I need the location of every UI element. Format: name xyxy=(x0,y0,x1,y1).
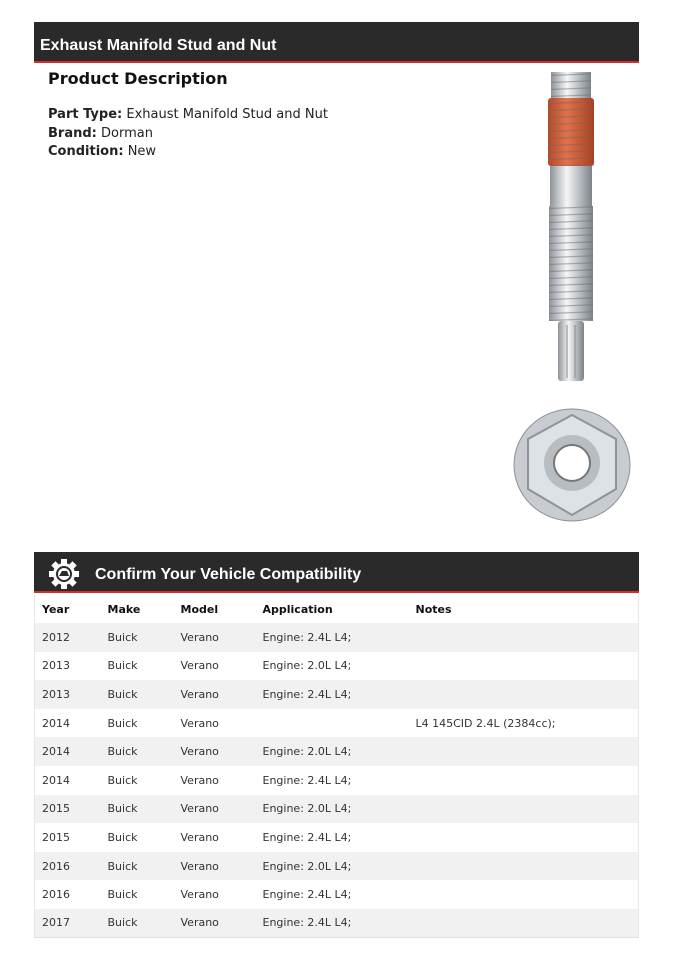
cell-make: Buick xyxy=(107,916,138,930)
table-row xyxy=(35,652,639,681)
cell-make: Buick xyxy=(107,802,138,816)
cell-year: 2017 xyxy=(42,916,70,930)
cell-year: 2014 xyxy=(42,716,70,730)
cell-application: Engine: 2.4L L4; xyxy=(262,687,352,701)
part-type-label: Part Type: xyxy=(48,107,123,122)
cell-model: Verano xyxy=(180,802,219,816)
cell-application: Engine: 2.4L L4; xyxy=(262,773,352,787)
cell-make: Buick xyxy=(107,716,138,730)
condition-value: New xyxy=(127,144,157,159)
cell-year: 2015 xyxy=(42,802,70,816)
col-model: Model xyxy=(180,602,219,616)
cell-model: Verano xyxy=(180,716,219,730)
table-row xyxy=(35,680,639,709)
cell-model: Verano xyxy=(180,659,219,673)
table-row xyxy=(35,623,639,652)
cell-make: Buick xyxy=(107,630,138,644)
compatibility-header xyxy=(34,552,639,593)
product-details xyxy=(48,106,328,162)
cell-model: Verano xyxy=(180,687,219,701)
cell-notes xyxy=(409,795,639,824)
cell-year: 2013 xyxy=(42,659,70,673)
cell-model: Verano xyxy=(180,859,219,873)
cell-application: Engine: 2.0L L4; xyxy=(262,859,352,873)
table-row xyxy=(35,852,639,881)
table-row xyxy=(35,880,639,909)
cell-make: Buick xyxy=(107,687,138,701)
cell-year: 2012 xyxy=(42,630,70,644)
cell-notes xyxy=(409,737,639,766)
col-notes: Notes xyxy=(415,602,452,616)
cell-make: Buick xyxy=(107,745,138,759)
cell-model: Verano xyxy=(180,830,219,844)
table-row xyxy=(35,737,639,766)
cell-application: Engine: 2.0L L4; xyxy=(262,745,352,759)
cell-application xyxy=(256,709,409,738)
cell-model: Verano xyxy=(180,773,219,787)
condition-label: Condition: xyxy=(48,144,124,159)
table-row xyxy=(35,795,639,824)
part-type-value: Exhaust Manifold Stud and Nut xyxy=(126,107,328,122)
title-bar xyxy=(34,22,639,63)
table-row xyxy=(35,823,639,852)
cell-notes xyxy=(409,623,639,652)
cell-model: Verano xyxy=(180,888,219,902)
cell-notes: L4 145CID 2.4L (2384cc); xyxy=(415,716,556,730)
nut-image xyxy=(512,405,634,525)
cell-notes xyxy=(409,766,639,795)
cell-notes xyxy=(409,852,639,881)
section-heading: Product Description xyxy=(48,69,228,88)
col-application: Application xyxy=(262,602,333,616)
cell-notes xyxy=(409,823,639,852)
cell-year: 2015 xyxy=(42,830,70,844)
cell-year: 2013 xyxy=(42,687,70,701)
table-row xyxy=(35,909,639,938)
cell-application: Engine: 2.4L L4; xyxy=(262,830,352,844)
cell-application: Engine: 2.0L L4; xyxy=(262,802,352,816)
table-row xyxy=(35,709,639,738)
cell-notes xyxy=(409,880,639,909)
cell-notes xyxy=(409,909,639,938)
cell-notes xyxy=(409,652,639,681)
cell-year: 2016 xyxy=(42,859,70,873)
compatibility-table xyxy=(34,595,639,938)
cell-model: Verano xyxy=(180,630,219,644)
cell-year: 2014 xyxy=(42,773,70,787)
cell-model: Verano xyxy=(180,745,219,759)
col-year: Year xyxy=(42,602,70,616)
table-row xyxy=(35,766,639,795)
brand-value: Dorman xyxy=(101,125,153,141)
cell-application: Engine: 2.0L L4; xyxy=(262,659,352,673)
gear-car-icon xyxy=(48,558,80,590)
cell-notes xyxy=(409,680,639,709)
stud-image xyxy=(535,70,615,390)
cell-model: Verano xyxy=(180,916,219,930)
cell-year: 2014 xyxy=(42,745,70,759)
brand-label: Brand: xyxy=(48,125,97,141)
cell-year: 2016 xyxy=(42,888,70,902)
compatibility-title: Confirm Your Vehicle Compatibility xyxy=(95,566,362,583)
page-title: Exhaust Manifold Stud and Nut xyxy=(40,37,277,54)
cell-make: Buick xyxy=(107,859,138,873)
cell-make: Buick xyxy=(107,659,138,673)
table-header-row xyxy=(35,595,639,623)
cell-application: Engine: 2.4L L4; xyxy=(262,916,352,930)
col-make: Make xyxy=(107,602,141,616)
cell-application: Engine: 2.4L L4; xyxy=(262,630,352,644)
cell-make: Buick xyxy=(107,773,138,787)
cell-make: Buick xyxy=(107,888,138,902)
cell-application: Engine: 2.4L L4; xyxy=(262,888,352,902)
cell-make: Buick xyxy=(107,830,138,844)
